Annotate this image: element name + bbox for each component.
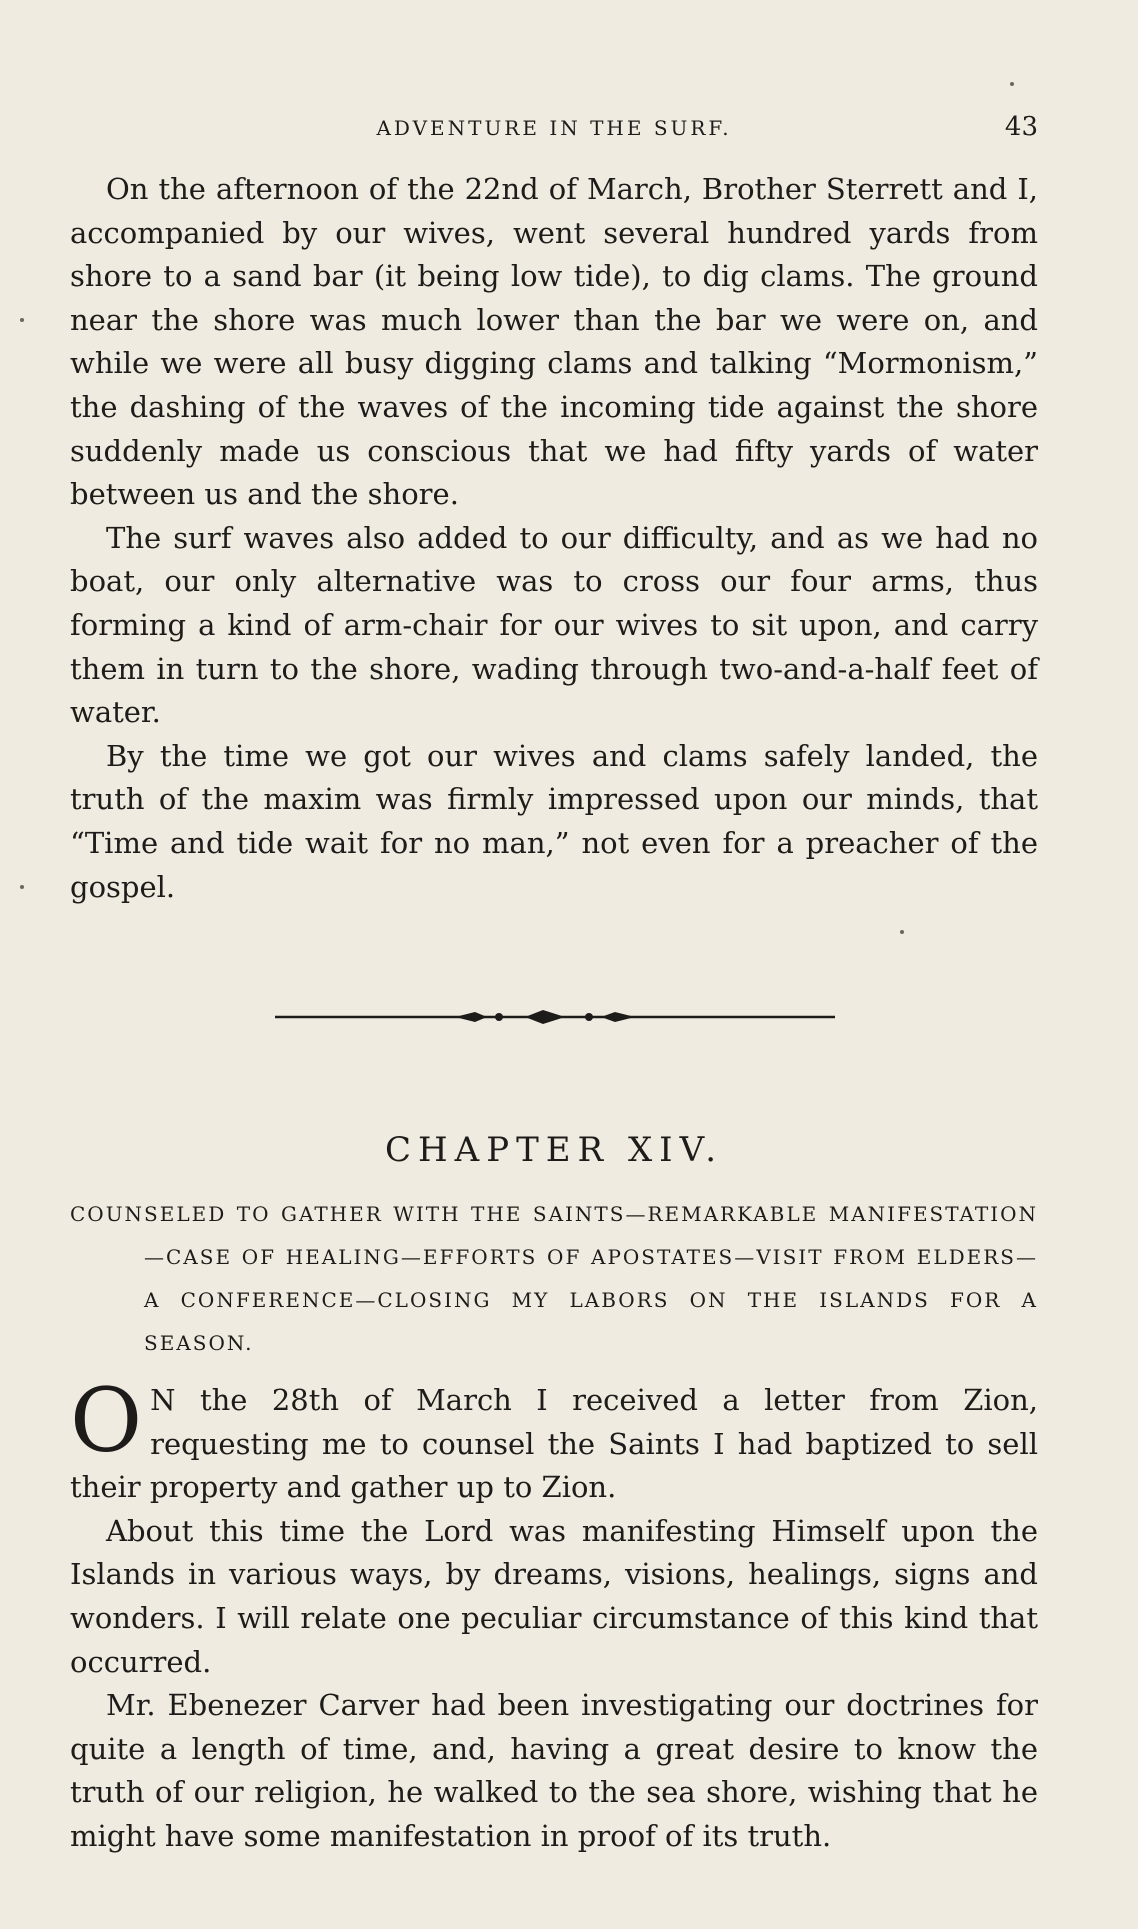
paragraph: Mr. Ebenezer Carver had been investigating our doctrines for quite a length of time, and, having a great desire to know the truth of our religion, he walked to the sea shore, wishing that he might have some manifestation in proof of its truth. [70, 1688, 1038, 1853]
paragraph: About this time the Lord was manifesting Himself upon the Islands in various ways, by dreams, visions, healings, signs and wonders. I will relate one peculiar circumstance of this kind that occurred. [70, 1513, 1038, 1679]
paragraph: By the time we got our wives and clams safely landed, the truth of the maxim was firmly impressed upon our minds, that “Time and tide wait for no man,” not even for a preacher of the gospel. [70, 738, 1038, 904]
paragraph: On the afternoon of the 22nd of March, Brother Sterrett and I, accompanied by our wives, went several hundred yards from shore to a sand bar (it being low tide), to dig clams. The ground near the shore was much lower than the bar we were on, and while we were all busy digging clams and talking “Mormonism,” the dashing of the waves of the incoming tide against the shore suddenly made us conscious that we had fifty yards of water between us and the shore. [70, 172, 1038, 512]
page-number: 43 [1004, 112, 1038, 142]
opening-text: N the 28th of March I received a letter from Zion, requesting me to counsel the Saints I had baptized to sell their property and gather up to Zion. [70, 1383, 1038, 1505]
print-speck [20, 318, 24, 322]
drop-cap: O [70, 1369, 143, 1472]
running-title: ADVENTURE IN THE SURF. [376, 116, 732, 140]
running-head [70, 112, 1038, 146]
section-divider-ornament [275, 1002, 835, 1032]
print-speck [1010, 82, 1014, 86]
paragraph: The surf waves also added to our difficulty, and as we had no boat, our only alternative was to cross our four arms, thus forming a kind of arm-chair for our wives to sit upon, and carry them in turn to the shore, wading through two-and-a-half feet of water. [70, 520, 1038, 730]
chapter-synopsis [70, 1193, 1038, 1365]
chapter-synopsis-text: COUNSELED TO GATHER WITH THE SAINTS—REMARKABLE MANIFESTATION—CASE OF HEALING—EFFORTS OF APOSTATES—VISIT FROM ELDERS—A CONFERENCE—CLOSING MY LABORS ON THE ISLANDS FOR A SEASON. [70, 1202, 1038, 1355]
chapter-title: CHAPTER XIV. [384, 1130, 724, 1170]
section-adventure-text [70, 168, 1038, 909]
section-chapter-text [70, 1369, 1038, 1859]
paragraph-opening [70, 1369, 1038, 1510]
print-speck [900, 930, 904, 934]
print-speck [20, 885, 24, 889]
